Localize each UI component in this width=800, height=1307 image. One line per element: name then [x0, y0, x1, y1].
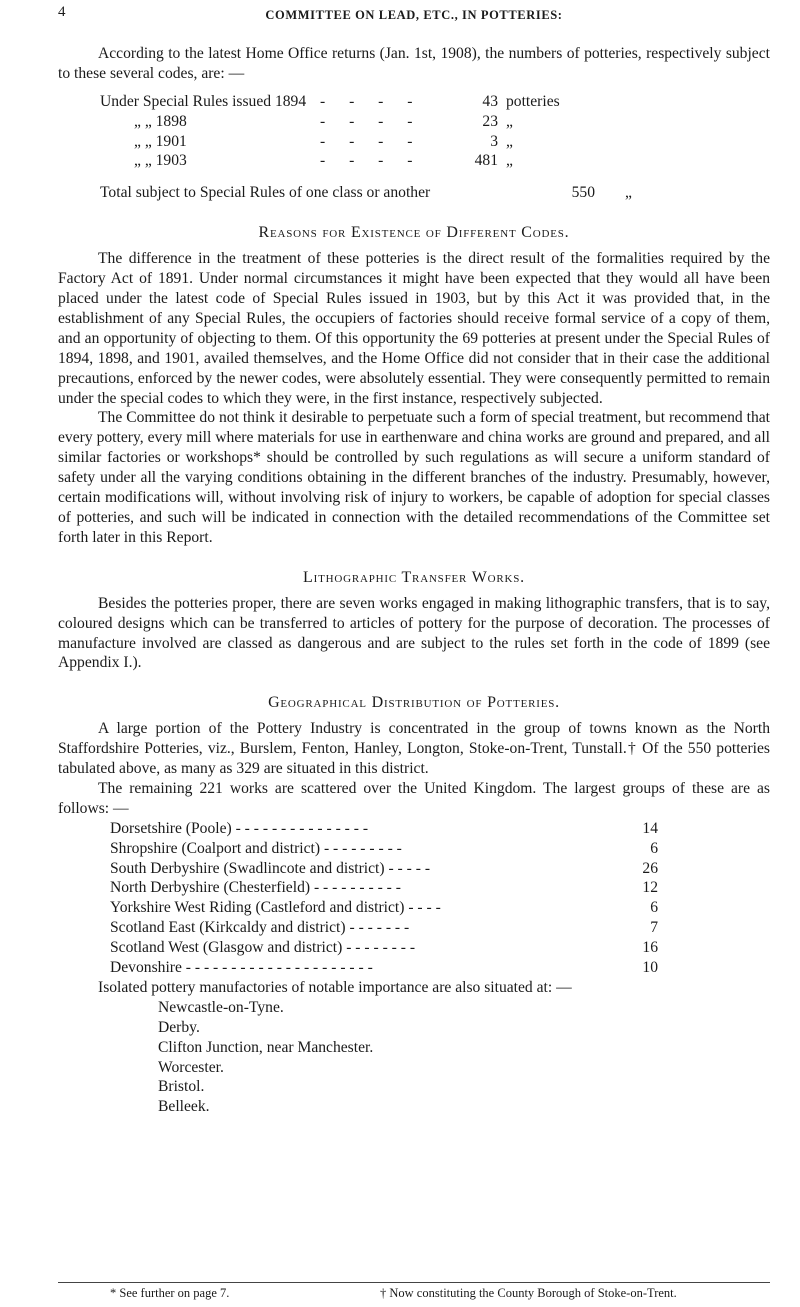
running-title: COMMITTEE ON LEAD, ETC., IN POTTERIES: [265, 8, 563, 22]
body-text [58, 44, 770, 1117]
code-unit: „ [506, 152, 513, 170]
group-label: Scotland East (Kirkcaldy and district) - - - - - - - [110, 919, 410, 937]
total-unit: „ [625, 184, 632, 202]
codes-table [100, 92, 660, 172]
list-item: Clifton Junction, near Manchester. [158, 1038, 374, 1056]
footnote: † Now constituting the County Borough of Stoke-on-Trent. [380, 1286, 677, 1300]
code-label: „ „ 1901 [134, 132, 187, 150]
list-item: Derby. [158, 1018, 200, 1036]
total-label: Total subject to Special Rules of one class or another [100, 184, 431, 202]
isolated-list [158, 998, 770, 1117]
paragraph: The Committee do not think it desirable to perpetuate such a form of special treatment, but recommend that every pottery, every mill where materials for use in earthenware and china works are ground and prepared, and all similar factories or workshops* should be controlled by such regulations as will secure a uniform standard of safety under all the varying conditions obtaining in the different branches of the industry. Presumably, however, certain modifications will, without involving risk of injury to workers, be capable of adoption for special classes of potteries, and such will be indicated in connection with the detailed recommendations of the Committee set forth later in this Report. [58, 409, 770, 546]
code-count: 3 [490, 132, 498, 150]
code-label: „ „ 1898 [134, 112, 187, 130]
group-count: 26 [642, 859, 658, 877]
group-count: 16 [642, 939, 658, 957]
group-count: 7 [650, 919, 658, 937]
group-row [110, 839, 658, 859]
paragraph: A large portion of the Pottery Industry is concentrated in the group of towns known as the North Staffordshire Potteries, viz., Burslem, Fenton, Hanley, Longton, Stoke-on-Trent, Tunstall.† Of the 550 potteries tabulated above, as many as 329 are situated in this district. [58, 720, 770, 778]
code-row [100, 132, 660, 152]
code-count: 481 [474, 152, 498, 170]
group-row [110, 958, 658, 978]
group-label: Dorsetshire (Poole) - - - - - - - - - - - - - - - [110, 819, 369, 837]
code-unit: „ [506, 112, 513, 130]
heading-geo: Geographical Distribution of Potteries. [268, 694, 560, 712]
code-count: 23 [482, 112, 498, 130]
total-row [100, 183, 770, 203]
code-row [100, 112, 660, 132]
group-label: Devonshire - - - - - - - - - - - - - - - - - - - - - [110, 958, 373, 976]
group-label: South Derbyshire (Swadlincote and district) - - - - - [110, 859, 431, 877]
paragraph: The remaining 221 works are scattered over the United Kingdom. The largest groups of these are as follows: — [58, 779, 770, 817]
code-unit: potteries [506, 92, 560, 110]
paragraph: The difference in the treatment of these potteries is the direct result of the formalities required by the Factory Act of 1891. Under normal circumstances it might have been expected that they would all have been placed under the latest code of Special Rules issued in 1903, but by this Act it was provided that, in the establishment of any Special Rules, the occupiers of factories should receive formal service of a copy of them, and an opportunity of objecting to them. Of this opportunity the 69 potteries at present under the Special Rules of 1894, 1898, and 1901, availed themselves, and the Home Office did not consider that in their case the additional precautions, enforced by the newer codes, were absolutely essential. They were consequently permitted to remain under the special codes to which they were, in the first instance, respectively subjected. [58, 250, 770, 407]
leader-dashes: - - - - [320, 152, 423, 170]
list-item: Bristol. [158, 1078, 205, 1096]
group-count: 6 [650, 899, 658, 917]
group-row [110, 938, 658, 958]
paragraph: Besides the potteries proper, there are seven works engaged in making lithographic transfers, that is to say, coloured designs which can be transferred to articles of pottery for the purpose of decoration. The processes of manufacture involved are classed as dangerous and are subject to the rules set forth in the code of 1899 (see Appendix I.). [58, 594, 770, 672]
group-count: 14 [642, 819, 658, 837]
heading-reasons: Reasons for Existence of Different Codes. [258, 224, 570, 242]
heading-litho: Lithographic Transfer Works. [303, 568, 525, 586]
leader-dashes: - - - - [320, 112, 423, 130]
footnote: * See further on page 7. [110, 1286, 230, 1300]
group-label: North Derbyshire (Chesterfield) - - - - - - - - - - [110, 879, 401, 897]
list-item: Belleek. [158, 1098, 210, 1116]
leader-dashes: - - - - [320, 132, 423, 150]
intro-paragraph: According to the latest Home Office returns (Jan. 1st, 1908), the numbers of potteries, respectively subject to these several codes, are: — [58, 45, 770, 82]
list-item: Worcester. [158, 1058, 224, 1076]
group-count: 12 [642, 879, 658, 897]
group-count: 6 [650, 839, 658, 857]
group-row [110, 918, 658, 938]
group-count: 10 [642, 958, 658, 976]
group-label: Scotland West (Glasgow and district) - - - - - - - - [110, 939, 416, 957]
code-unit: „ [506, 132, 513, 150]
total-count: 550 [571, 184, 595, 202]
code-count: 43 [482, 92, 498, 110]
groups-list [110, 819, 658, 978]
code-label: „ „ 1903 [134, 152, 187, 170]
group-row [110, 819, 658, 839]
group-row [110, 878, 658, 898]
paragraph: Isolated pottery manufactories of notable importance are also situated at: — [98, 978, 572, 996]
code-label: Under Special Rules issued 1894 [100, 92, 307, 110]
page-number: 4 [58, 4, 66, 20]
group-row [110, 898, 658, 918]
code-row [100, 151, 660, 171]
footnotes [58, 1282, 770, 1301]
leader-dashes: - - - - [320, 92, 423, 110]
code-row [100, 92, 660, 112]
group-label: Shropshire (Coalport and district) - - - - - - - - - [110, 839, 402, 857]
group-label: Yorkshire West Riding (Castleford and district) - - - - [110, 899, 441, 917]
list-item: Newcastle-on-Tyne. [158, 998, 284, 1016]
group-row [110, 859, 658, 879]
